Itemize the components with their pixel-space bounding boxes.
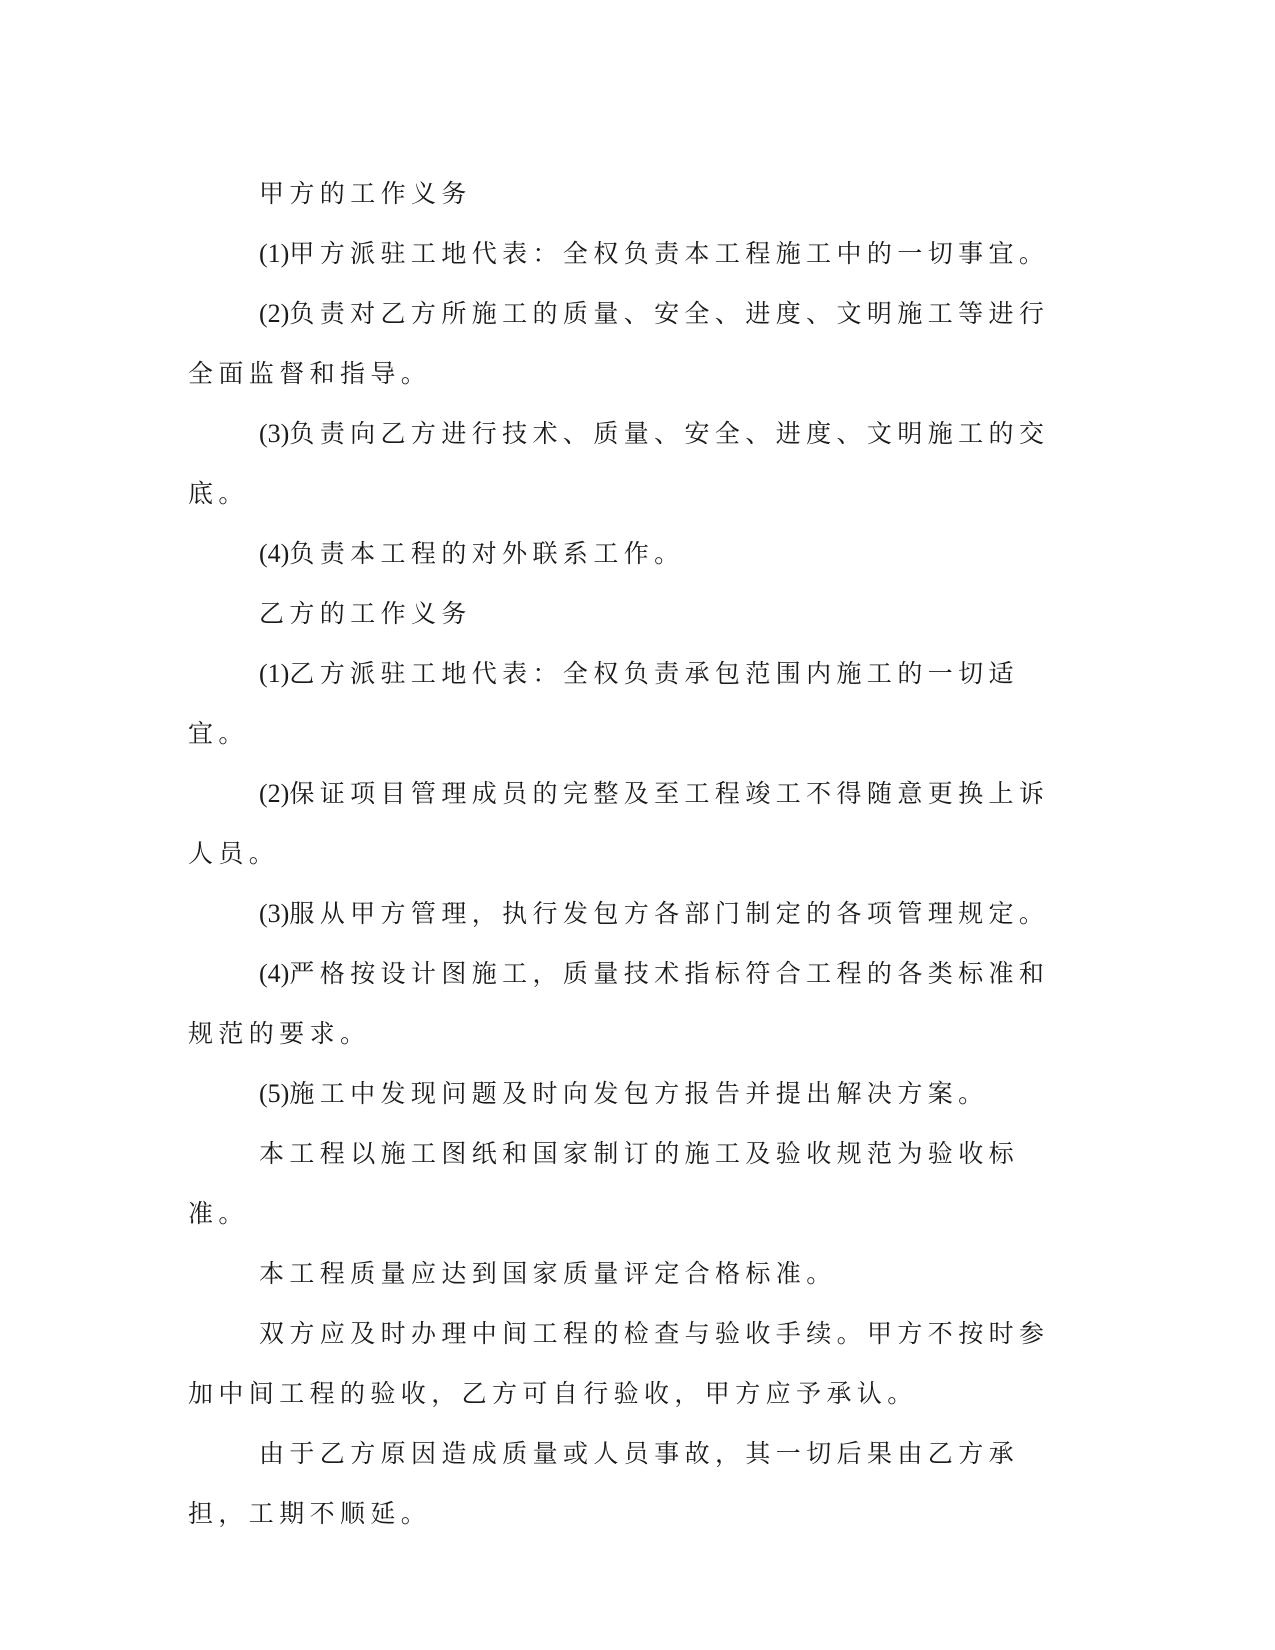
party-a-item-2: (2)负责对乙方所施工的质量、安全、进度、文明施工等进行全面监督和指导。 [188, 299, 1050, 388]
party-a-item-1: (1)甲方派驻工地代表：全权负责本工程施工中的一切事宜。 [259, 239, 1050, 268]
party-b-item-5: (5)施工中发现问题及时向发包方报告并提出解决方案。 [259, 1079, 989, 1108]
liability-paragraph: 由于乙方原因造成质量或人员事故，其一切后果由乙方承担，工期不顺延。 [188, 1439, 1020, 1528]
acceptance-standard-paragraph: 本工程以施工图纸和国家制订的施工及验收规范为验收标准。 [188, 1139, 1020, 1228]
party-b-item-1: (1)乙方派驻工地代表：全权负责承包范围内施工的一切适宜。 [188, 659, 1019, 748]
party-a-item-4: (4)负责本工程的对外联系工作。 [259, 539, 685, 568]
section-heading-party-a: 甲方的工作义务 [259, 179, 472, 208]
quality-standard-paragraph: 本工程质量应达到国家质量评定合格标准。 [259, 1259, 837, 1288]
party-a-item-3: (3)负责向乙方进行技术、质量、安全、进度、文明施工的交底。 [188, 419, 1050, 508]
interim-inspection-paragraph: 双方应及时办理中间工程的检查与验收手续。甲方不按时参加中间工程的验收，乙方可自行验收，甲方应予承认。 [188, 1319, 1050, 1408]
document-body [188, 164, 1078, 1544]
party-b-item-4: (4)严格按设计图施工，质量技术指标符合工程的各类标准和规范的要求。 [188, 959, 1050, 1048]
section-heading-party-b: 乙方的工作义务 [259, 599, 472, 628]
party-b-item-2: (2)保证项目管理成员的完整及至工程竣工不得随意更换上诉人员。 [188, 779, 1050, 868]
party-b-item-3: (3)服从甲方管理，执行发包方各部门制定的各项管理规定。 [259, 899, 1050, 928]
